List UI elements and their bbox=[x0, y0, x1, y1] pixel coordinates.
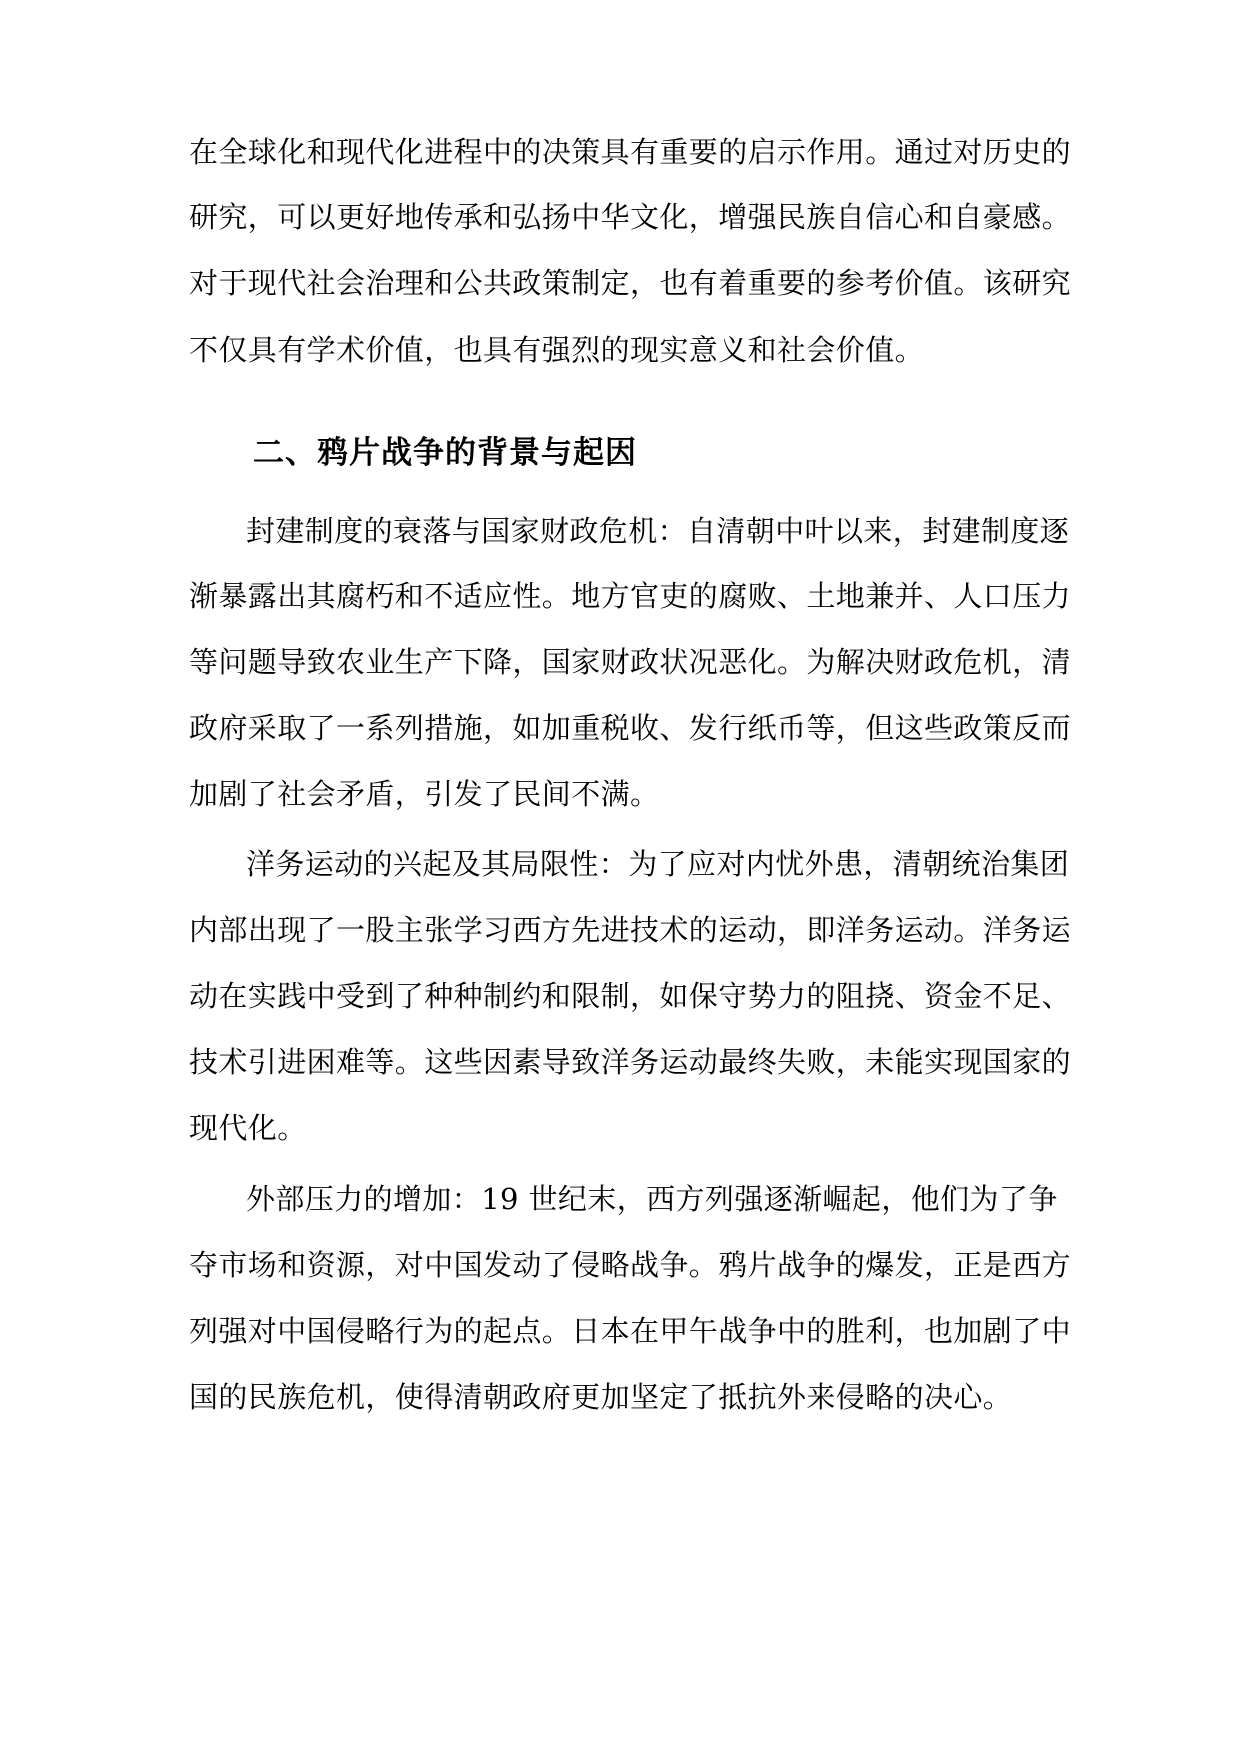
text-line: 动在实践中受到了种种制约和限制，如保守势力的阻挠、资金不足、 bbox=[189, 979, 1072, 1013]
text-line: 国的民族危机，使得清朝政府更加坚定了抵抗外来侵略的决心。 bbox=[189, 1380, 1013, 1414]
text-line: 技术引进困难等。这些因素导致洋务运动最终失败，未能实现国家的 bbox=[189, 1045, 1072, 1079]
section-heading: 二、鸦片战争的背景与起因 bbox=[253, 435, 637, 471]
text-line: 夺市场和资源，对中国发动了侵略战争。鸦片战争的爆发，正是西方 bbox=[189, 1248, 1072, 1282]
text-line: 洋务运动的兴起及其局限性：为了应对内忧外患，清朝统治集团 bbox=[246, 847, 1070, 881]
text-line: 等问题导致农业生产下降，国家财政状况恶化。为解决财政危机，清 bbox=[189, 645, 1072, 679]
text-line: 渐暴露出其腐朽和不适应性。地方官吏的腐败、土地兼并、人口压力 bbox=[189, 579, 1072, 613]
text-line: 政府采取了一系列措施，如加重税收、发行纸币等，但这些政策反而 bbox=[189, 711, 1072, 745]
text-line: 不仅具有学术价值，也具有强烈的现实意义和社会价值。 bbox=[189, 333, 925, 367]
text-line: 内部出现了一股主张学习西方先进技术的运动，即洋务运动。洋务运 bbox=[189, 913, 1072, 947]
text-line: 加剧了社会矛盾，引发了民间不满。 bbox=[189, 777, 660, 811]
text-line: 封建制度的衰落与国家财政危机：自清朝中叶以来，封建制度逐 bbox=[246, 514, 1070, 548]
text-line: 对于现代社会治理和公共政策制定，也有着重要的参考价值。该研究 bbox=[189, 266, 1072, 300]
text-line: 研究，可以更好地传承和弘扬中华文化，增强民族自信心和自豪感。 bbox=[189, 200, 1072, 234]
text-line: 现代化。 bbox=[189, 1111, 307, 1145]
text-line: 在全球化和现代化进程中的决策具有重要的启示作用。通过对历史的 bbox=[189, 135, 1072, 169]
text-line: 列强对中国侵略行为的起点。日本在甲午战争中的胜利，也加剧了中 bbox=[189, 1314, 1072, 1348]
text-line: 外部压力的增加：19 世纪末，西方列强逐渐崛起，他们为了争 bbox=[246, 1182, 1058, 1216]
